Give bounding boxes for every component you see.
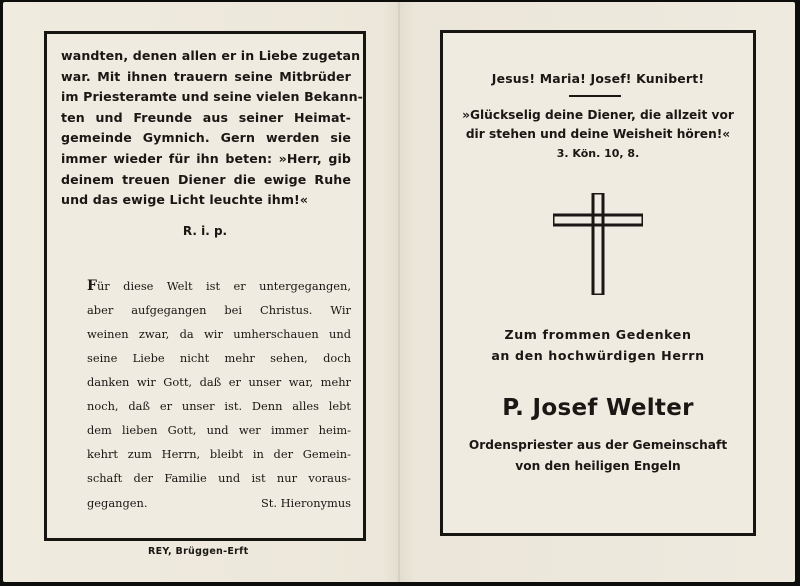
quote-first-line: ür diese Welt ist er untergegangen, xyxy=(96,279,351,293)
quote-line: seine Liebe nicht mehr sehen, doch xyxy=(87,351,351,365)
printer-imprint: REY, Brüggen-Erft xyxy=(148,546,249,557)
quote-drop-cap: F xyxy=(87,278,97,294)
quote-closing xyxy=(87,496,351,510)
quote-line: noch, daß er unser ist. Denn alles lebt xyxy=(87,399,351,413)
bible-verse-line: »Glückselig deine Diener, die allzeit vor xyxy=(462,108,734,122)
poem-line: deinem treuen Diener die ewige Ruhe xyxy=(61,171,351,187)
cross-icon xyxy=(553,193,643,295)
poem-line: immer wieder für ihn beten: »Herr, gib xyxy=(61,151,351,166)
memorial-line: an den hochwürdigen Herrn xyxy=(491,348,705,363)
quote-line xyxy=(87,276,351,298)
quote-line: aber aufgegangen bei Christus. Wir xyxy=(87,303,351,317)
left-panel xyxy=(44,31,366,541)
quote-line: dem lieben Gott, und wer immer heim- xyxy=(87,423,351,437)
divider-rule xyxy=(569,95,621,97)
poem-line: und das ewige Licht leuchte ihm!« xyxy=(61,192,309,208)
invocation: Jesus! Maria! Josef! Kunibert! xyxy=(491,71,705,86)
poem-line: ten und Freunde aus seiner Heimat- xyxy=(61,109,351,125)
poem-line: gemeinde Gymnich. Gern werden sie xyxy=(61,130,351,146)
poem-line: im Priesteramte und seine vielen Bekann- xyxy=(61,89,363,105)
poem-line: war. Mit ihnen trauern seine Mitbrüder xyxy=(61,68,351,84)
quote-last-line: gegangen. xyxy=(87,496,148,510)
verse-reference: 3. Kön. 10, 8. xyxy=(556,147,640,160)
memorial-line: Zum frommen Gedenken xyxy=(504,327,692,342)
bible-verse-line: dir stehen und deine Weisheit hören!« xyxy=(465,127,731,141)
quote-line: weinen zwar, da wir umherschauen und xyxy=(87,327,351,341)
quote-line: schaft der Familie und ist nur voraus- xyxy=(87,471,351,485)
quote-author: St. Hieronymus xyxy=(261,496,351,510)
deceased-name: P. Josef Welter xyxy=(502,395,694,421)
poem-line: wandten, denen allen er in Liebe zugetan xyxy=(61,48,361,63)
order-line: Ordenspriester aus der Gemeinschaft xyxy=(468,438,728,452)
quote-line: danken wir Gott, daß er unser war, mehr xyxy=(87,375,351,389)
order-line: von den heiligen Engeln xyxy=(515,459,681,473)
card-fold xyxy=(398,2,400,582)
quote-line: kehrt zum Herrn, bleibt in der Gemein- xyxy=(87,447,351,461)
right-panel xyxy=(440,30,756,536)
rip-text: R. i. p. xyxy=(182,224,228,238)
